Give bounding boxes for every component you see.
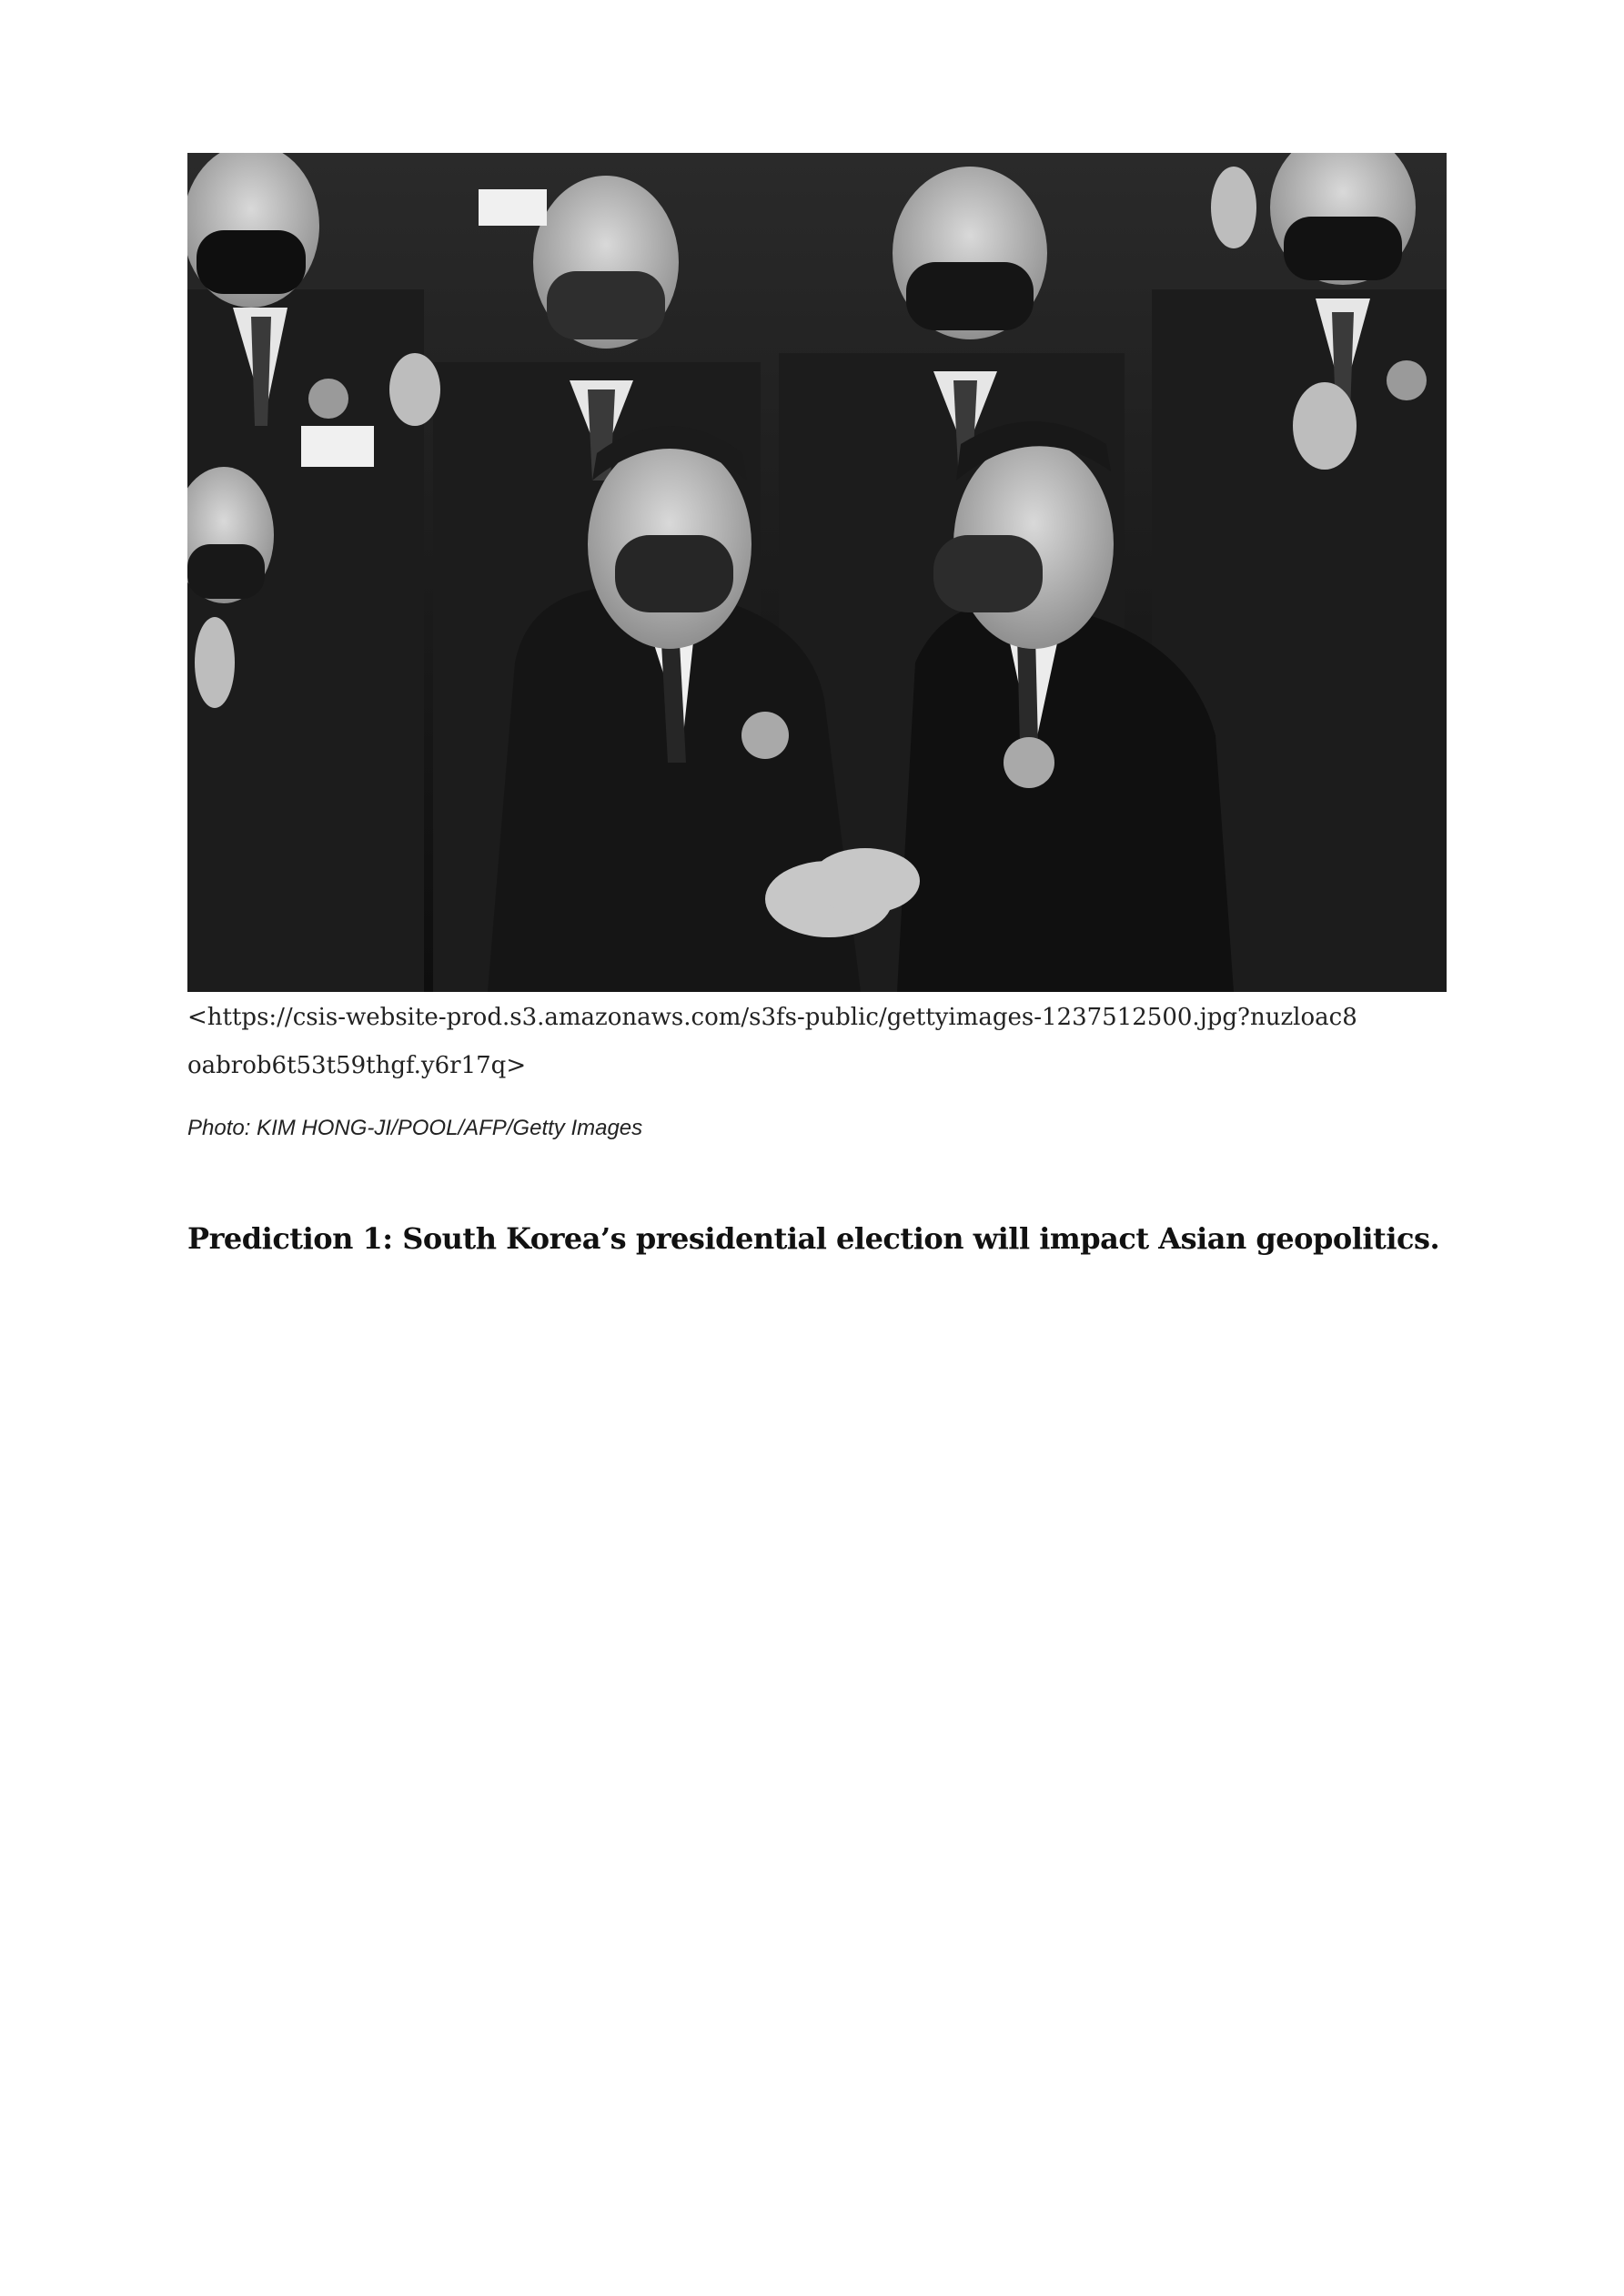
image-url-text: <https://csis-website-prod.s3.amazonaws.com/s3fs-public/gettyimages-1237512500.jpg?nuzloac8oabrob6t53t59thgf.y6r17q> bbox=[187, 1004, 1357, 1079]
photo-illustration bbox=[187, 153, 1447, 992]
news-photo bbox=[187, 153, 1447, 992]
photo-credit: Photo: KIM HONG-JI/POOL/AFP/Getty Images bbox=[187, 1116, 643, 1140]
section-heading: Prediction 1: South Korea’s presidential election will impact Asian geopolitics. bbox=[187, 1221, 1440, 1256]
document-page bbox=[187, 153, 1447, 1256]
